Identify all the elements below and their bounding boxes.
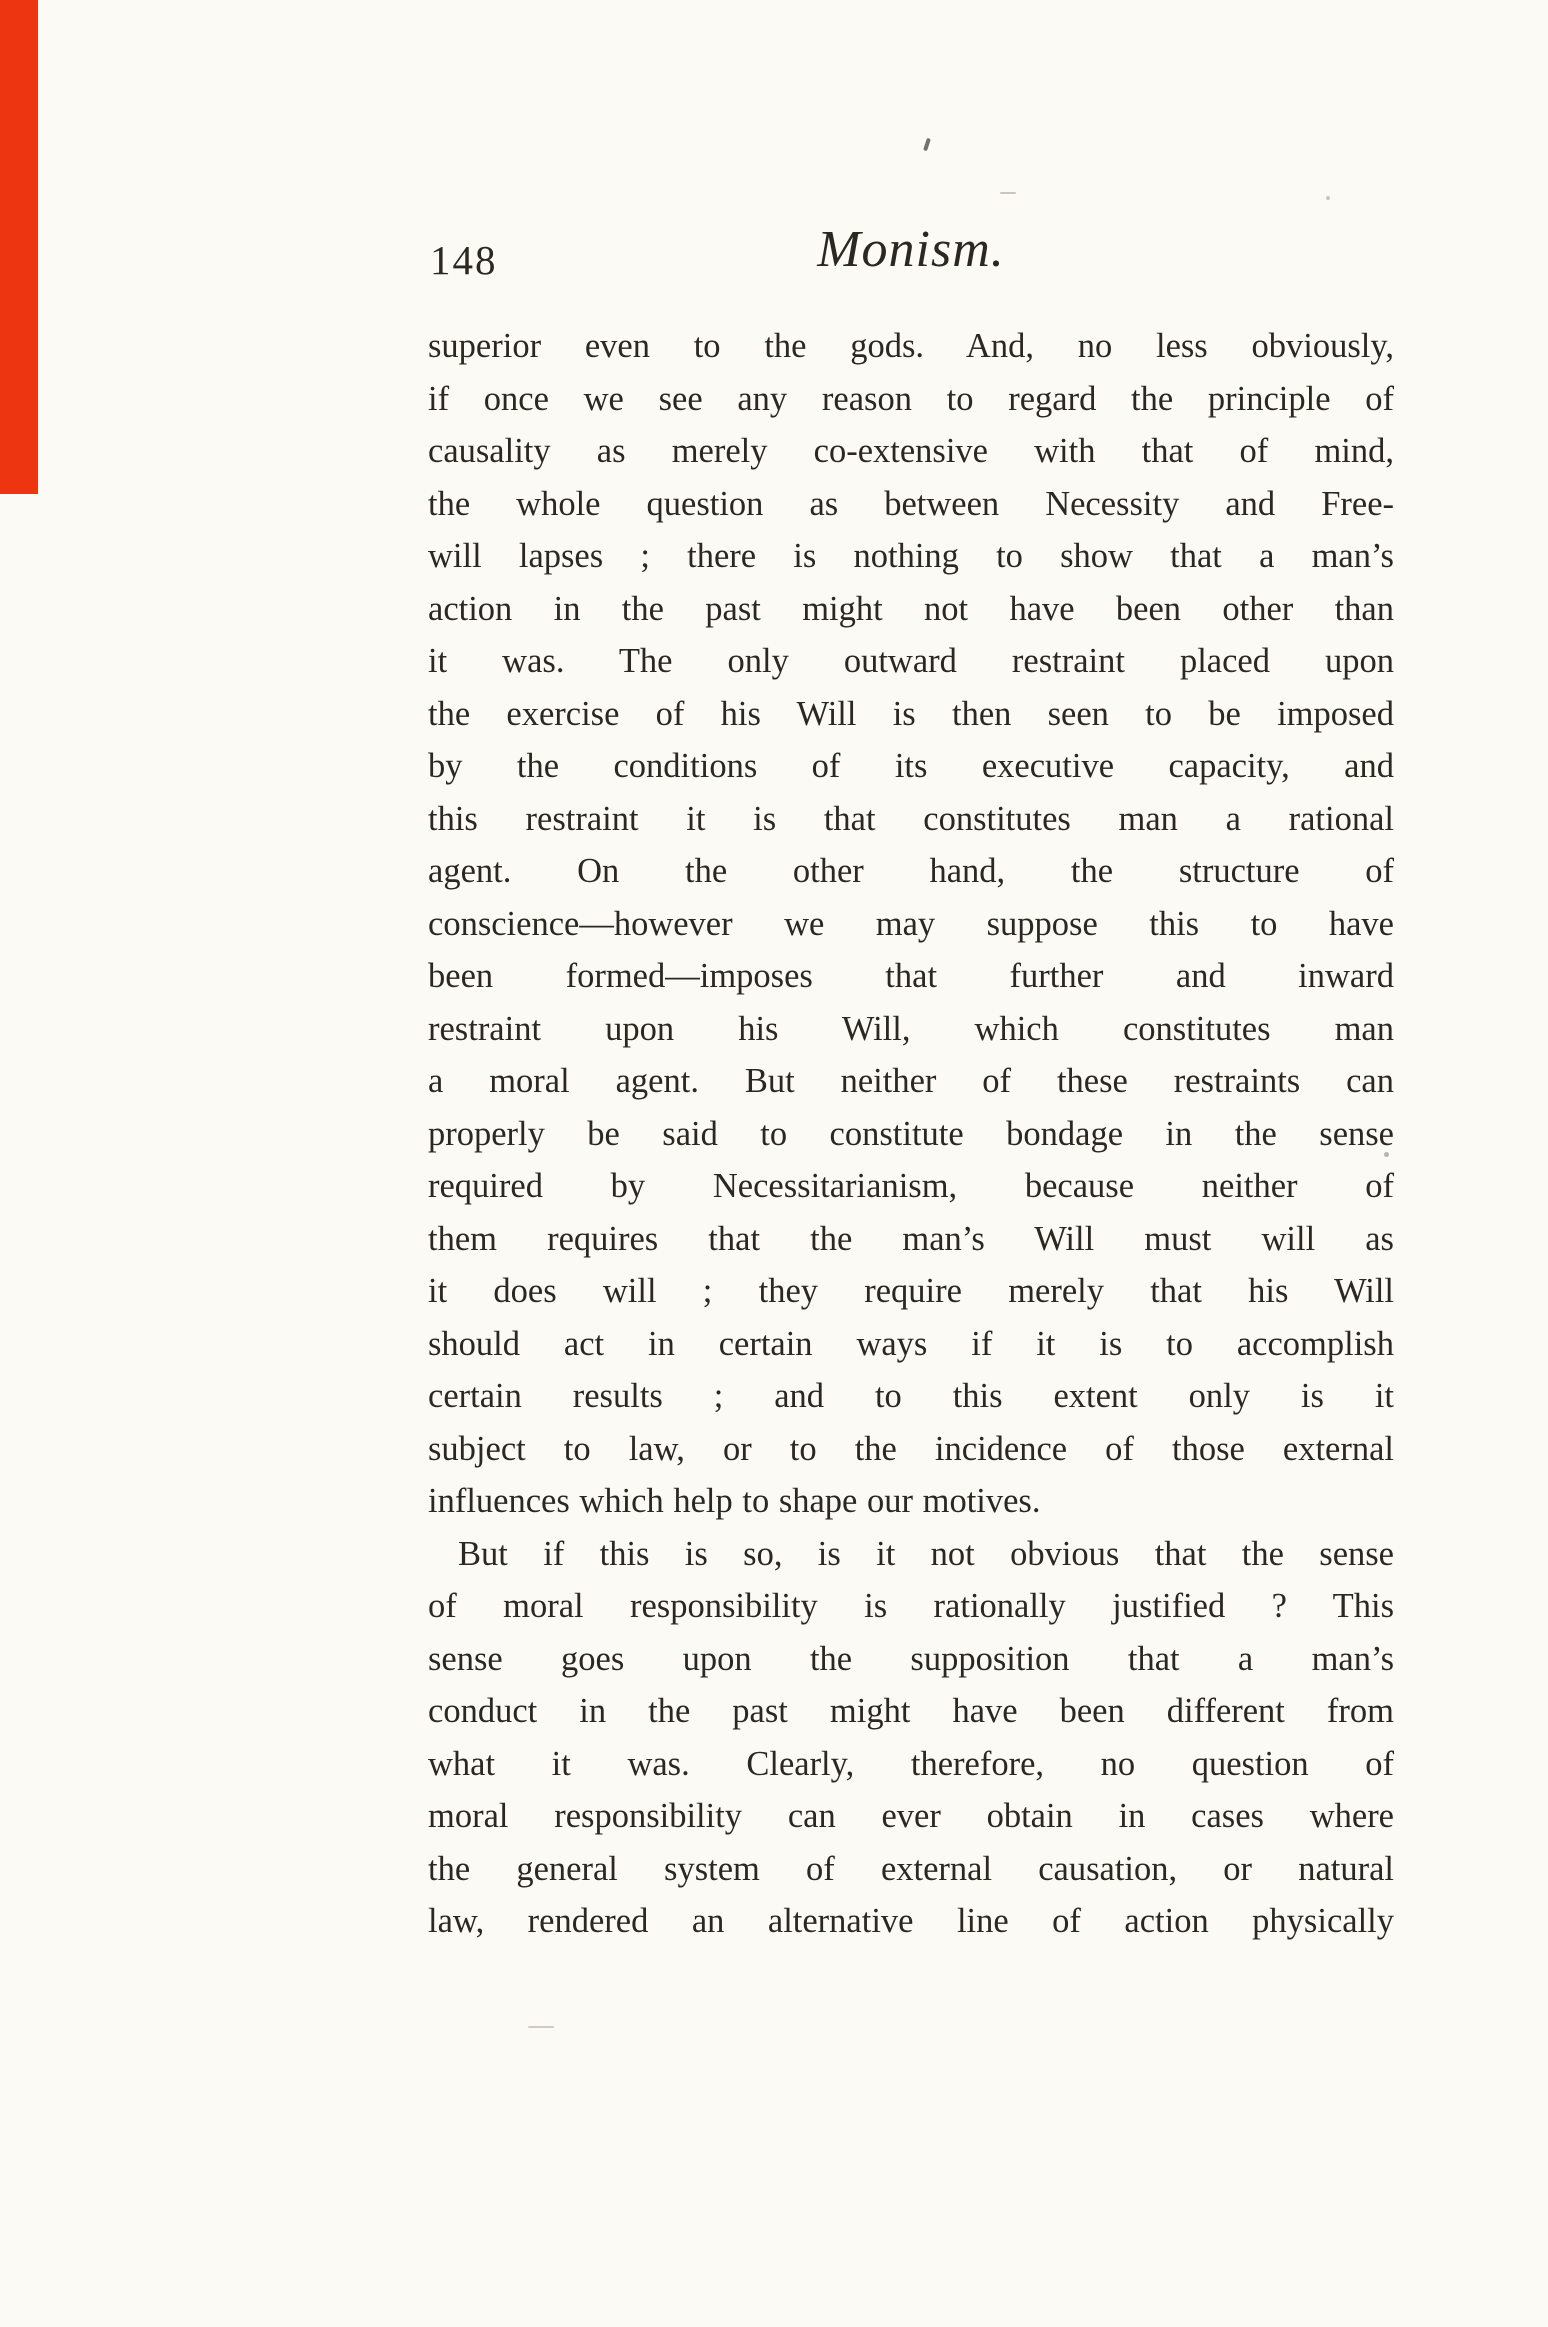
text-line: been formed—imposes that further and inward bbox=[428, 957, 1394, 995]
scan-speck bbox=[923, 138, 931, 152]
scan-speck bbox=[1326, 196, 1330, 200]
text-line: certain results ; and to this extent only is it bbox=[428, 1377, 1394, 1415]
text-line: influences which help to shape our motives. bbox=[428, 1482, 1041, 1520]
page-number: 148 bbox=[430, 237, 498, 283]
text-line: what it was. Clearly, therefore, no question of bbox=[428, 1744, 1394, 1783]
text-line: of moral responsibility is rationally justified ? This bbox=[428, 1587, 1394, 1625]
text-line: them requires that the man’s Will must will as bbox=[428, 1219, 1394, 1258]
text-line: restraint upon his Will, which constitutes man bbox=[428, 1009, 1394, 1048]
text-line: law, rendered an alternative line of action physically bbox=[428, 1902, 1394, 1940]
text-line: causality as merely co-extensive with that of mind, bbox=[428, 432, 1394, 470]
text-line: should act in certain ways if it is to accomplish bbox=[428, 1324, 1394, 1363]
text-line: moral responsibility can ever obtain in cases where bbox=[428, 1797, 1394, 1835]
text-line: the exercise of his Will is then seen to be imposed bbox=[428, 694, 1394, 733]
text-line: if once we see any reason to regard the principle of bbox=[428, 379, 1394, 418]
text-line: will lapses ; there is nothing to show that a man’s bbox=[428, 537, 1394, 575]
scan-speck bbox=[528, 2026, 554, 2028]
text-line: agent. On the other hand, the structure of bbox=[428, 852, 1394, 890]
text-line: properly be said to constitute bondage in the sense bbox=[428, 1114, 1394, 1153]
scan-speck bbox=[1000, 192, 1016, 194]
text-line: action in the past might not have been other than bbox=[428, 589, 1394, 628]
text-line: required by Necessitarianism, because neither of bbox=[428, 1167, 1394, 1205]
text-line: this restraint it is that constitutes man a rational bbox=[428, 799, 1394, 838]
text-line: by the conditions of its executive capacity, and bbox=[428, 747, 1394, 785]
page-title: Monism. bbox=[817, 221, 1005, 278]
text-line: conscience—however we may suppose this to have bbox=[428, 904, 1394, 943]
text-line: conduct in the past might have been different from bbox=[428, 1692, 1394, 1730]
text-line: a moral agent. But neither of these restraints can bbox=[428, 1062, 1394, 1100]
text-line: the whole question as between Necessity and Free- bbox=[428, 484, 1394, 523]
text-line: sense goes upon the supposition that a man’s bbox=[428, 1639, 1394, 1678]
text-line: it does will ; they require merely that his Will bbox=[428, 1272, 1394, 1310]
text-line: superior even to the gods. And, no less obviously, bbox=[428, 327, 1394, 365]
text-line: subject to law, or to the incidence of those external bbox=[428, 1429, 1394, 1468]
text-line: it was. The only outward restraint placed upon bbox=[428, 642, 1394, 680]
text-line: But if this is so, is it not obvious that the sense bbox=[458, 1534, 1394, 1573]
text-line: the general system of external causation, or natural bbox=[428, 1849, 1394, 1888]
bookmark-strip bbox=[0, 0, 38, 494]
body-text bbox=[428, 320, 1394, 1948]
page-header bbox=[428, 220, 1394, 298]
